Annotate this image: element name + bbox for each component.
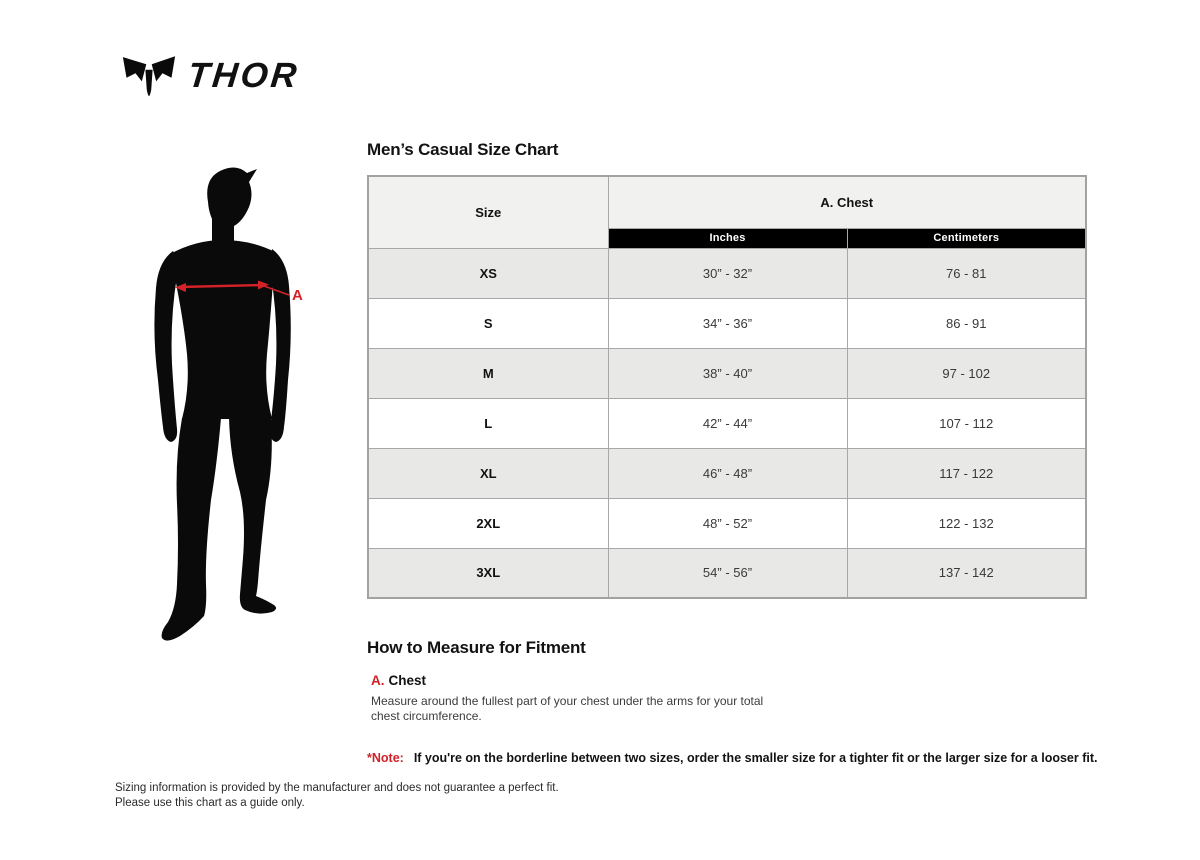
table-row bbox=[368, 248, 1086, 298]
inches-value: 46” - 48” bbox=[608, 448, 847, 498]
brand-logo bbox=[122, 55, 302, 97]
size-label: 3XL bbox=[368, 548, 608, 598]
table-row bbox=[368, 498, 1086, 548]
page-title: Men’s Casual Size Chart bbox=[367, 140, 559, 159]
cm-value: 122 - 132 bbox=[847, 498, 1086, 548]
size-label: L bbox=[368, 398, 608, 448]
inches-value: 42” - 44” bbox=[608, 398, 847, 448]
cm-value: 137 - 142 bbox=[847, 548, 1086, 598]
table-row bbox=[368, 548, 1086, 598]
size-label: XS bbox=[368, 248, 608, 298]
size-label: M bbox=[368, 348, 608, 398]
size-label: S bbox=[368, 298, 608, 348]
table-row bbox=[368, 298, 1086, 348]
size-label: 2XL bbox=[368, 498, 608, 548]
fit-note-label: *Note: bbox=[367, 751, 404, 765]
inches-value: 54” - 56” bbox=[608, 548, 847, 598]
measure-heading: How to Measure for Fitment bbox=[367, 638, 586, 657]
body-silhouette-figure bbox=[150, 164, 330, 648]
cm-value: 107 - 112 bbox=[847, 398, 1086, 448]
footer-line-1: Sizing information is provided by the manufacturer and does not guarantee a perfect fit. bbox=[115, 782, 559, 794]
man-silhouette bbox=[154, 167, 290, 640]
measure-item-name: Chest bbox=[388, 673, 427, 688]
size-label: XL bbox=[368, 448, 608, 498]
footer-line-2: Please use this chart as a guide only. bbox=[115, 797, 305, 809]
measure-item-title bbox=[371, 673, 771, 688]
cm-value: 76 - 81 bbox=[847, 248, 1086, 298]
table-row bbox=[368, 448, 1086, 498]
size-chart-table bbox=[367, 175, 1087, 599]
chest-arrow-label: A bbox=[292, 287, 303, 304]
inches-value: 48” - 52” bbox=[608, 498, 847, 548]
thor-horns-icon bbox=[122, 55, 176, 97]
cm-value: 97 - 102 bbox=[847, 348, 1086, 398]
measure-item-description: Measure around the fullest part of your chest under the arms for your total chest circumference. bbox=[371, 694, 764, 723]
table-row bbox=[368, 348, 1086, 398]
column-header-size: Size bbox=[368, 176, 608, 248]
cm-value: 117 - 122 bbox=[847, 448, 1086, 498]
column-header-inches: Inches bbox=[608, 228, 847, 248]
footer-disclaimer bbox=[115, 781, 559, 811]
table-row bbox=[368, 398, 1086, 448]
inches-value: 30” - 32” bbox=[608, 248, 847, 298]
fit-note-text: If you're on the borderline between two sizes, order the smaller size for a tighter fit or the larger size for a looser fit. bbox=[413, 751, 1098, 765]
measure-item-chest bbox=[371, 673, 771, 724]
column-header-chest-group: A. Chest bbox=[608, 176, 1086, 228]
fit-note bbox=[367, 751, 1098, 765]
inches-value: 38” - 40” bbox=[608, 348, 847, 398]
measure-item-letter: A. bbox=[371, 673, 385, 688]
inches-value: 34” - 36” bbox=[608, 298, 847, 348]
brand-wordmark: THOR bbox=[186, 56, 302, 95]
cm-value: 86 - 91 bbox=[847, 298, 1086, 348]
column-header-centimeters: Centimeters bbox=[847, 228, 1086, 248]
